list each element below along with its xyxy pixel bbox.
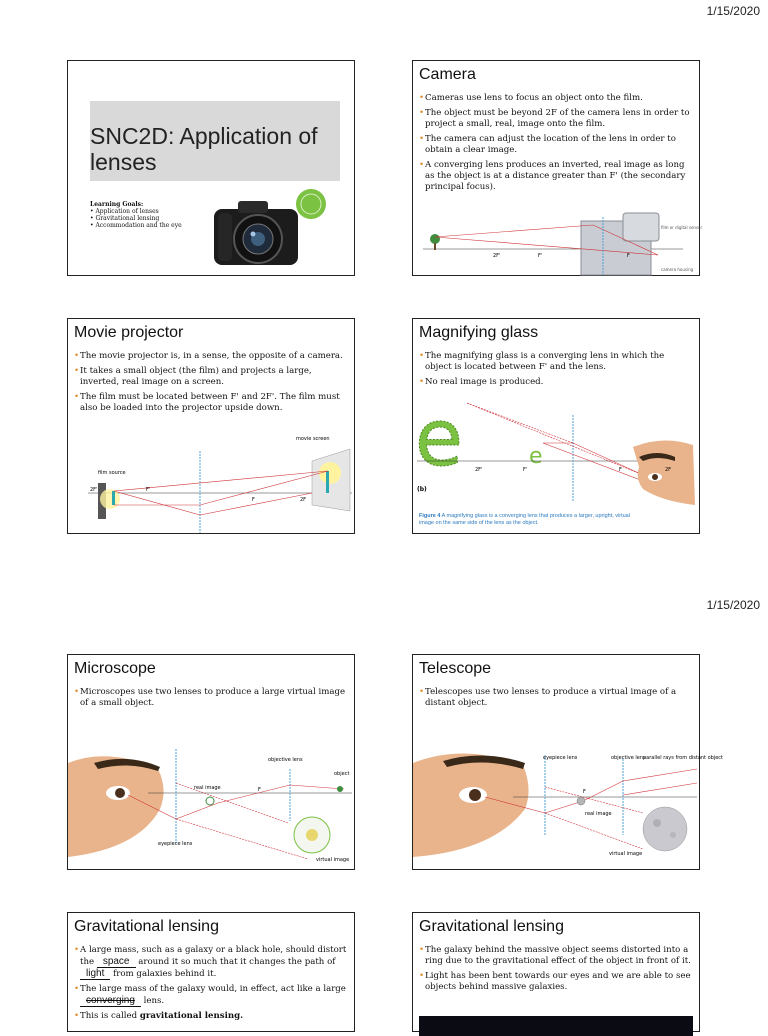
projector-ray-diagram (68, 431, 356, 535)
bullet-item: • The magnifying glass is a converging lens in which the object is located between F' and the lens. (419, 351, 693, 373)
fill-in-blank: light (80, 968, 110, 980)
diagram-label: eyepiece lens (158, 841, 193, 847)
diagram-label: 2F' (90, 487, 98, 493)
camera-ray-diagram (413, 207, 701, 277)
bullet-item: • This is called gravitational lensing. (74, 1011, 348, 1022)
slide-magnifying-glass (412, 318, 700, 534)
slide-heading: Gravitational lensing (74, 918, 219, 935)
fill-in-blank: space (97, 956, 136, 968)
bullet-item: • Light has been bent towards our eyes and we are able to see objects behind massive galaxies. (419, 971, 693, 993)
diagram-label: film source (98, 470, 126, 476)
bullet-item: • The film must be located between F' and 2F'. The film must also be loaded into the projector upside down. (74, 392, 348, 414)
slide-gravitational-lensing-2 (412, 912, 700, 1032)
diagram-label: parallel rays from distant object (643, 755, 724, 761)
diagram-label: 2F (665, 467, 672, 473)
bullet-list (419, 351, 693, 392)
diagram-label: movie screen (296, 436, 330, 442)
fill-in-blank: converging (80, 995, 141, 1007)
diagram-label: real image (585, 811, 612, 817)
figure-caption: Figure 4 A magnifying glass is a converging lens that produces a larger, upright, virtual image on the same side of the lens as the object. (419, 513, 630, 526)
diagram-label: real image (194, 785, 221, 791)
bullet-item: • A converging lens produces an inverted, real image as long as the object is at a distance greater than F' (the secondary principal focus). (419, 160, 693, 193)
slide-telescope (412, 654, 724, 870)
object-letter: e (529, 444, 543, 469)
camera-photo-icon (208, 195, 304, 271)
bullet-item: • It takes a small object (the film) and projects a large, inverted, real image on a screen. (74, 366, 348, 388)
diagram-label: F' (146, 487, 151, 493)
slide-heading: Movie projector (74, 324, 184, 341)
goal-item: • Accommodation and the eye (90, 222, 182, 229)
diagram-label: F' (523, 467, 528, 473)
bullet-item: • The movie projector is, in a sense, the opposite of a camera. (74, 351, 348, 362)
bullet-list (74, 687, 348, 713)
slide-title-heading: SNC2D: Application of lenses (90, 123, 318, 175)
diagram-label: F (583, 789, 586, 795)
diagram-label: eyepiece lens (543, 755, 578, 761)
bullet-item: • A large mass, such as a galaxy or a black hole, should distort the space around it so much that it changes the path of light from galaxies behind it. (74, 945, 348, 980)
diagram-label: virtual image (316, 857, 350, 863)
diagram-label: 2F (300, 497, 307, 503)
diagram-label: objective lens (611, 755, 646, 761)
bullet-item: • The large mass of the galaxy would, in effect, act like a large converging lens. (74, 984, 348, 1007)
diagram-label: F (627, 253, 630, 259)
goal-item: • Gravitational lensing (90, 215, 160, 222)
bullet-item: • Cameras use lens to focus an object onto the film. (419, 93, 693, 104)
slide-title (67, 60, 355, 276)
bullet-item: • The object must be beyond 2F of the camera lens in order to project a small, real, image onto the film. (419, 108, 693, 130)
bullet-list (74, 351, 348, 418)
bullet-item: • Telescopes use two lenses to produce a virtual image of a distant object. (419, 687, 693, 709)
slide-heading: Microscope (74, 660, 156, 677)
slide-heading: Telescope (419, 660, 492, 677)
page-date-top: 1/15/2020 (706, 4, 760, 18)
bullet-list (419, 93, 693, 197)
virtual-image-letter: e (415, 394, 463, 484)
diagram-label: F' (538, 253, 543, 259)
bullet-list (419, 687, 693, 713)
diagram-label: 2F' (475, 467, 483, 473)
goals-label: Learning Goals: (90, 201, 144, 208)
bullet-item: • The galaxy behind the massive object seems distorted into a ring due to the gravitational effect of the object in front of it. (419, 945, 693, 967)
diagram-label: objective lens (268, 757, 303, 763)
slide-heading: Magnifying glass (419, 324, 539, 341)
bullet-list (419, 945, 693, 997)
space-image-strip (419, 1016, 693, 1036)
slide-camera (412, 60, 703, 276)
page-date-mid: 1/15/2020 (706, 598, 760, 612)
slide-microscope (67, 654, 355, 870)
diagram-label: (b) (417, 486, 427, 493)
slide-heading: Camera (419, 66, 476, 83)
telescope-ray-diagram (413, 739, 724, 871)
bullet-item: • The camera can adjust the location of the lens in order to obtain a clear image. (419, 134, 693, 156)
microscope-ray-diagram (68, 739, 356, 871)
bullet-item: • No real image is produced. (419, 377, 693, 388)
diagram-label: object (334, 771, 350, 777)
slide-gravitational-lensing-1 (67, 912, 355, 1032)
diagram-label: film or digital sensor (661, 225, 703, 230)
diagram-label: F (252, 497, 255, 503)
slide-heading: Gravitational lensing (419, 918, 564, 935)
diagram-label: F (258, 787, 261, 793)
diagram-label: F (619, 467, 622, 473)
learning-goals (90, 201, 182, 229)
goal-item: • Application of lenses (90, 208, 159, 215)
bullet-item: • Microscopes use two lenses to produce a large virtual image of a small object. (74, 687, 348, 709)
slide-movie-projector (67, 318, 355, 534)
diagram-label: 2F' (493, 253, 501, 259)
bullet-list (74, 945, 348, 1026)
diagram-label: virtual image (609, 851, 643, 857)
diagram-label: camera housing (661, 267, 694, 272)
